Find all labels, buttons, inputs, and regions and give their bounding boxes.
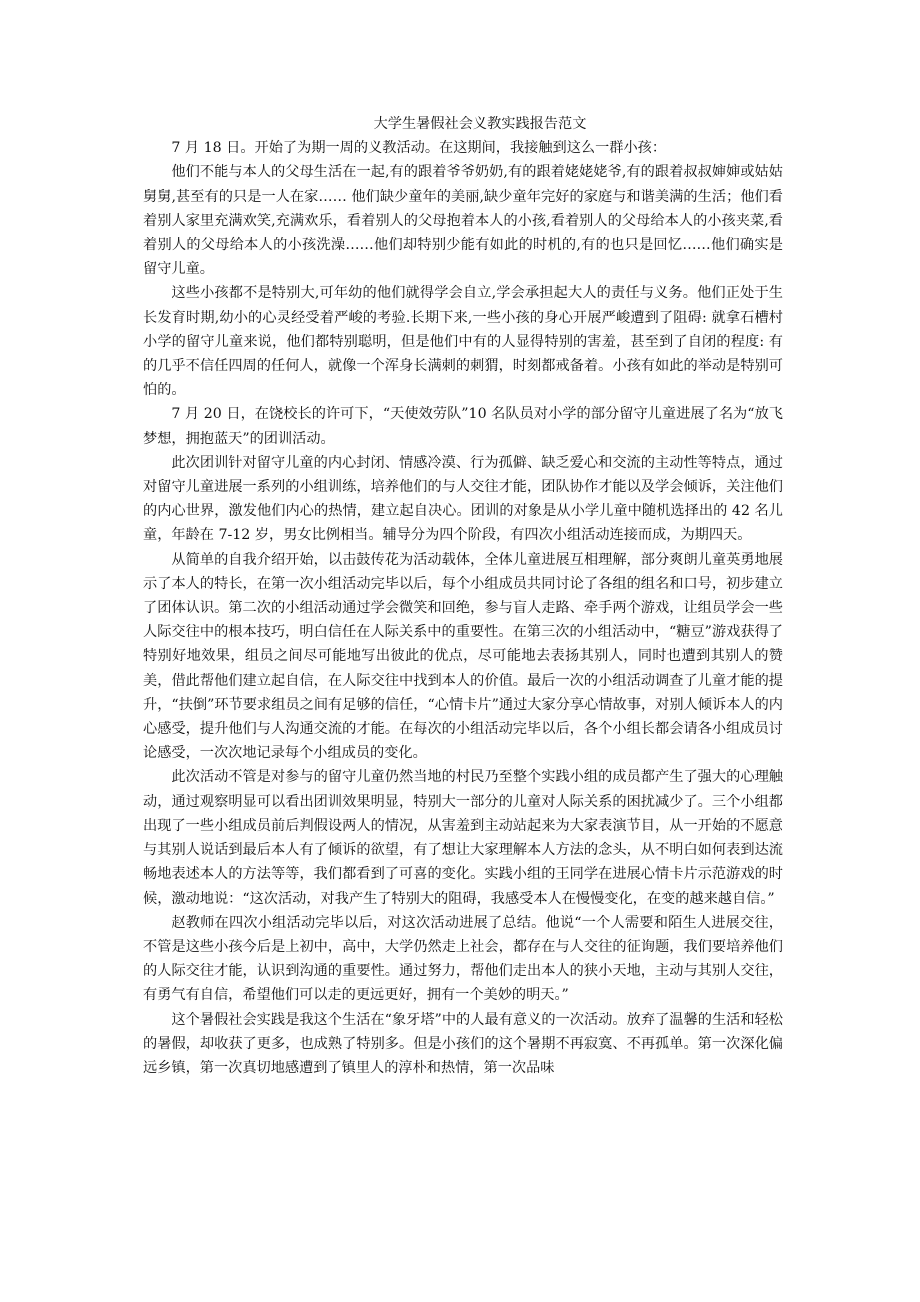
- paragraph: 他们不能与本人的父母生活在一起,有的跟着爷爷奶奶,有的跟着姥姥姥爷,有的跟着叔叔婶婶或姑姑舅舅,甚至有的只是一人在家…… 他们缺少童年的美丽,缺少童年完好的家庭与和谐美满的生活；他们看着别人家里充满欢笑,充满欢乐，看着别人的父母抱着本人的小孩,看着别人的父母给本人的小孩夹菜,看着别人的父母给本人的小孩洗澡……他们却特别少能有如此的时机的,有的也只是回忆……他们确实是留守儿童。: [143, 164, 783, 278]
- paragraph: 赵教师在四次小组活动完毕以后，对这次活动进展了总结。他说“一个人需要和陌生人进展交往，不管是这些小孩今后是上初中，高中，大学仍然走上社会，都存在与人交往的征询题，我们要培养他们的人际交往才能，认识到沟通的重要性。通过努力，帮他们走出本人的狭小天地，主动与其别人交往，有勇气有自信，希望他们可以走的更远更好，拥有一个美妙的明天。”: [143, 914, 783, 1004]
- paragraph: 7 月 20 日，在饶校长的许可下，“天使效劳队”10 名队员对小学的部分留守儿童进展了名为“放飞梦想，拥抱蓝天”的团训活动。: [143, 406, 783, 447]
- paragraph: 这些小孩都不是特别大,可年幼的他们就得学会自立,学会承担起大人的责任与义务。他们正处于生长发育时期,幼小的心灵经受着严峻的考验.长期下来,一些小孩的身心开展严峻遭到了阻碍: 就拿石槽村小学的留守儿童来说，他们都特别聪明，但是他们中有的人显得特别的害羞，甚至到了自闭的程度: 有的几乎不信任四周的任何人，就像一个浑身长满刺的刺猬，时刻都戒备着。小孩有如此的举动是特别可怕的。: [143, 285, 783, 399]
- paragraph: 此次团训针对留守儿童的内心封闭、情感冷漠、行为孤僻、缺乏爱心和交流的主动性等特点，通过对留守儿童进展一系列的小组训练，培养他们的与人交往才能，团队协作才能以及学会倾诉，关注他们的内心世界，激发他们内心的热情，建立起自决心。团训的对象是从小学儿童中随机选择出的 42 名儿童，年龄在 7-12 岁，男女比例相当。辅导分为四个阶段，有四次小组活动连接而成，为期四天。: [143, 454, 783, 544]
- paragraph: 这个暑假社会实践是我这个生活在“象牙塔”中的人最有意义的一次活动。放弃了温馨的生活和轻松的暑假，却收获了更多，也成熟了特别多。但是小孩们的这个暑期不再寂寞、不再孤单。第一次深化偏远乡镇，第一次真切地感遭到了镇里人的淳朴和热情，第一次品味: [143, 1011, 783, 1076]
- document-title: 大学生暑假社会义教实践报告范文: [373, 116, 587, 132]
- paragraph: 从简单的自我介绍开始，以击鼓传花为活动载体，全体儿童进展互相理解，部分爽朗儿童英勇地展示了本人的特长，在第一次小组活动完毕以后，每个小组成员共同讨论了各组的组名和口号，初步建立了团体认识。第二次的小组活动通过学会微笑和回绝，参与盲人走路、牵手两个游戏，让组员学会一些人际交往中的根本技巧，明白信任在人际关系中的重要性。在第三次的小组活动中，“糖豆”游戏获得了特别好地效果，组员之间尽可能地写出彼此的优点，尽可能地去表扬其别人，同时也遭到其别人的赞美，借此帮他们建立起自信，在人际交往中找到本人的价值。最后一次的小组活动调查了儿童才能的提升，“扶倒”环节要求组员之间有足够的信任，“心情卡片”通过大家分享心情故事，对别人倾诉本人的内心感受，提升他们与人沟通交流的才能。在每次的小组活动完毕以后，各个小组长都会请各小组成员讨论感受，一次次地记录每个小组成员的变化。: [143, 551, 783, 762]
- paragraph: 7 月 18 日。开始了为期一周的义教活动。在这期间，我接触到这么一群小孩：: [171, 140, 667, 157]
- paragraph: 此次活动不管是对参与的留守儿童仍然当地的村民乃至整个实践小组的成员都产生了强大的心理触动，通过观察明显可以看出团训效果明显，特别大一部分的儿童对人际关系的困扰减少了。三个小组都出现了一些小组成员前后判假设两人的情况，从害羞到主动站起来为大家表演节目，从一开始的不愿意与其别人说话到最后本人有了倾诉的欲望，有了想让大家理解本人方法的念头，从不明白如何表到达流畅地表述本人的方法等等，我们都看到了可喜的变化。实践小组的王同学在进展心情卡片示范游戏的时候，激动地说：“这次活动，对我产生了特别大的阻碍，我感受本人在慢慢变化，在变的越来越自信。”: [143, 769, 783, 907]
- document-page: [143, 112, 783, 1080]
